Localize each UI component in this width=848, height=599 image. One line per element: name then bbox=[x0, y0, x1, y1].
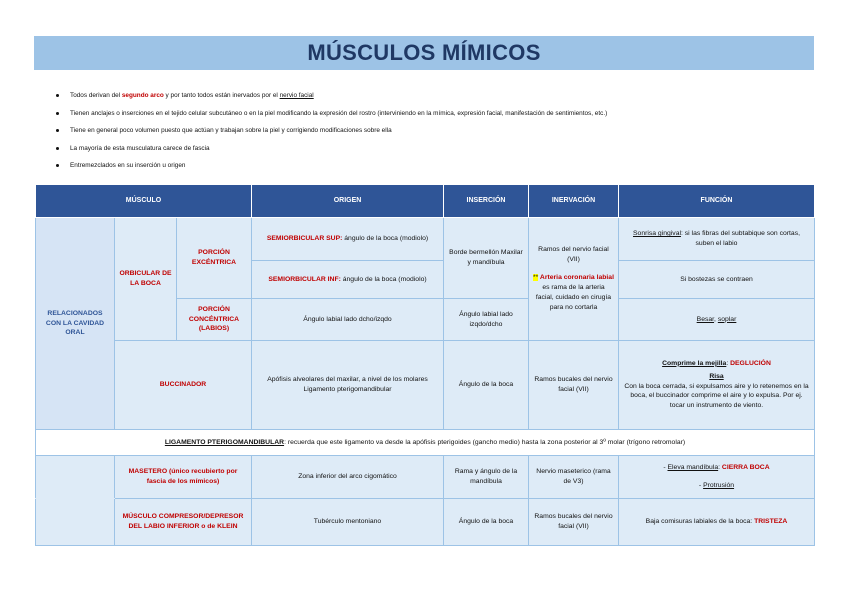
porcion-excentrica: PORCIÓN EXCÉNTRICA bbox=[177, 218, 252, 299]
inervacion-klein: Ramos bucales del nervio facial (VII) bbox=[529, 499, 619, 546]
tristeza-label: TRISTEZA bbox=[754, 518, 788, 526]
dash: - bbox=[698, 482, 704, 489]
bullet-underline: nervio facial bbox=[279, 92, 314, 99]
semiorbicular-sup-label: SEMIORBICULAR SUP: bbox=[266, 235, 343, 243]
deglucion-separator: : bbox=[726, 359, 731, 367]
funcion-bostezo: Si bostezas se contraen bbox=[619, 261, 815, 299]
ligamento-note bbox=[36, 430, 815, 456]
header-inervacion: INERVACIÓN bbox=[529, 185, 619, 218]
klein-function-text: Baja comisuras labiales de la boca: bbox=[645, 518, 755, 526]
muscle-masetero: MASETERO (único recubierto por fascia de los mímicos) bbox=[115, 456, 252, 499]
sonrisa-gingival-text: : si las fibras del subtabique son cortas, suben el labio bbox=[680, 230, 800, 247]
header-insercion: INSERCIÓN bbox=[444, 185, 529, 218]
comprime-mejilla-label: Comprime la mejilla bbox=[662, 359, 727, 367]
insercion-excentrica: Borde bermellón Maxilar y mandíbula bbox=[444, 218, 529, 299]
muscles-table bbox=[35, 184, 815, 546]
bullet-item: Tienen anclajes o inserciones en el tejido celular subcutáneo o en la piel modificando la expresión del rostro (interviniendo en la mímica, expresión facial, manifestación de sentimientos, etc.) bbox=[56, 105, 607, 123]
table-row bbox=[36, 499, 815, 546]
page-title: MÚSCULOS MÍMICOS bbox=[307, 40, 541, 65]
funcion-deglucion bbox=[623, 359, 810, 369]
semiorbicular-sup-text: ángulo de la boca (modiolo) bbox=[342, 235, 429, 243]
table-row bbox=[36, 456, 815, 499]
semiorbicular-inf-text: ángulo de la boca (modiolo) bbox=[340, 275, 427, 283]
table-row bbox=[36, 341, 815, 430]
intro-bullet-list bbox=[56, 87, 607, 175]
origen-buccinador-line: Apófisis alveolares del maxilar, a nivel de los molares bbox=[267, 376, 428, 384]
inervacion-masetero: Nervio maseterico (rama de V3) bbox=[529, 456, 619, 499]
funcion-besar-soplar bbox=[619, 299, 815, 341]
table-header-row bbox=[36, 185, 815, 218]
ligamento-text: : recuerda que este ligamento va desde la apófisis pterigoides (gancho medio) hasta la zona posterior al 3º molar (trígono retromolar) bbox=[284, 438, 686, 446]
inervacion-buccinador: Ramos bucales del nervio facial (VII) bbox=[529, 341, 619, 430]
origen-concentrica: Ángulo labial lado dcho/izqdo bbox=[252, 299, 444, 341]
header-funcion: FUNCIÓN bbox=[619, 185, 815, 218]
soplar-label: soplar bbox=[717, 315, 737, 323]
group-label-cavidad-oral: RELACIONADOS CON LA CAVIDAD ORAL bbox=[36, 218, 115, 430]
bullet-text: Todos derivan del bbox=[70, 92, 122, 99]
funcion-sonrisa bbox=[619, 218, 815, 261]
muscle-orbicular: ORBICULAR DE LA BOCA bbox=[115, 218, 177, 341]
inervacion-orbicular bbox=[529, 218, 619, 341]
origen-buccinador-line: Ligamento pterigomandibular bbox=[303, 386, 392, 393]
origen-semiorbicular-inf bbox=[252, 261, 444, 299]
bullet-item: Tiene en general poco volumen puesto que actúan y trabajan sobre la piel y corrigiendo modificaciones sobre ella bbox=[56, 122, 607, 140]
cierra-boca-label: CIERRA BOCA bbox=[721, 464, 770, 472]
header-musculo: MÚSCULO bbox=[36, 185, 252, 218]
bullet-text: y por tanto todos están inervados por el bbox=[163, 92, 280, 99]
funcion-klein bbox=[619, 499, 815, 546]
insercion-klein: Ángulo de la boca bbox=[444, 499, 529, 546]
funcion-buccinador bbox=[619, 341, 815, 430]
funcion-eleva bbox=[623, 463, 810, 473]
buccinador-description: Con la boca cerrada, si expulsamos aire y lo retenemos en la boca, el buccinador comprime el aire y lo expulsa. Por ej. tocar un instrumento de viento. bbox=[624, 382, 809, 410]
bullet-item bbox=[56, 87, 607, 105]
origen-masetero: Zona inferior del arco cigomático bbox=[252, 456, 444, 499]
eleva-mandibula-label: Eleva mandíbula bbox=[667, 464, 719, 472]
besar-label: Besar bbox=[696, 315, 715, 323]
risa-label: Risa bbox=[709, 372, 724, 380]
insercion-concentrica: Ángulo labial lado izqdo/dcho bbox=[444, 299, 529, 341]
title-band bbox=[34, 36, 814, 70]
sonrisa-gingival-label: Sonrisa gingival bbox=[633, 230, 681, 238]
funcion-masetero bbox=[619, 456, 815, 499]
header-origen: ORIGEN bbox=[252, 185, 444, 218]
group-spacer bbox=[36, 456, 115, 499]
eleva-separator: : bbox=[718, 464, 722, 472]
arteria-note-text: es rama de la arteria facial, cuidado en cirugía para no cortarla bbox=[535, 284, 612, 311]
note-star: ** bbox=[533, 274, 539, 282]
funcion-protrusion bbox=[623, 481, 810, 491]
insercion-masetero: Rama y ángulo de la mandíbula bbox=[444, 456, 529, 499]
porcion-concentrica: PORCIÓN CONCÉNTRICA (LABIOS) bbox=[177, 299, 252, 341]
origen-klein: Tubérculo mentoniano bbox=[252, 499, 444, 546]
insercion-buccinador: Ángulo de la boca bbox=[444, 341, 529, 430]
bullet-item: La mayoría de esta musculatura carece de fascia bbox=[56, 140, 607, 158]
table-row bbox=[36, 430, 815, 456]
besar-separator: , bbox=[714, 315, 718, 323]
muscle-klein: MÚSCULO COMPRESOR/DEPRESOR DEL LABIO INFERIOR o de KLEIN bbox=[115, 499, 252, 546]
ligamento-label: LIGAMENTO PTERIGOMANDIBULAR bbox=[164, 438, 285, 446]
group-spacer bbox=[36, 499, 115, 546]
origen-buccinador bbox=[252, 341, 444, 430]
semiorbicular-inf-label: SEMIORBICULAR INF: bbox=[268, 275, 341, 283]
inervacion-orbicular-text: Ramos del nervio facial (VII) bbox=[538, 246, 609, 264]
muscle-buccinador: BUCCINADOR bbox=[115, 341, 252, 430]
origen-semiorbicular-sup bbox=[252, 218, 444, 261]
protrusion-label: Protrusión bbox=[703, 482, 735, 489]
arteria-coronaria-label: Arteria coronaria labial bbox=[538, 274, 614, 282]
deglucion-label: DEGLUCIÓN bbox=[730, 359, 771, 367]
bullet-highlight: segundo arco bbox=[121, 92, 164, 99]
dash: - bbox=[663, 464, 668, 472]
arteria-note bbox=[533, 273, 614, 312]
table-row bbox=[36, 218, 815, 261]
bullet-item: Entremezclados en su inserción u origen bbox=[56, 157, 607, 175]
